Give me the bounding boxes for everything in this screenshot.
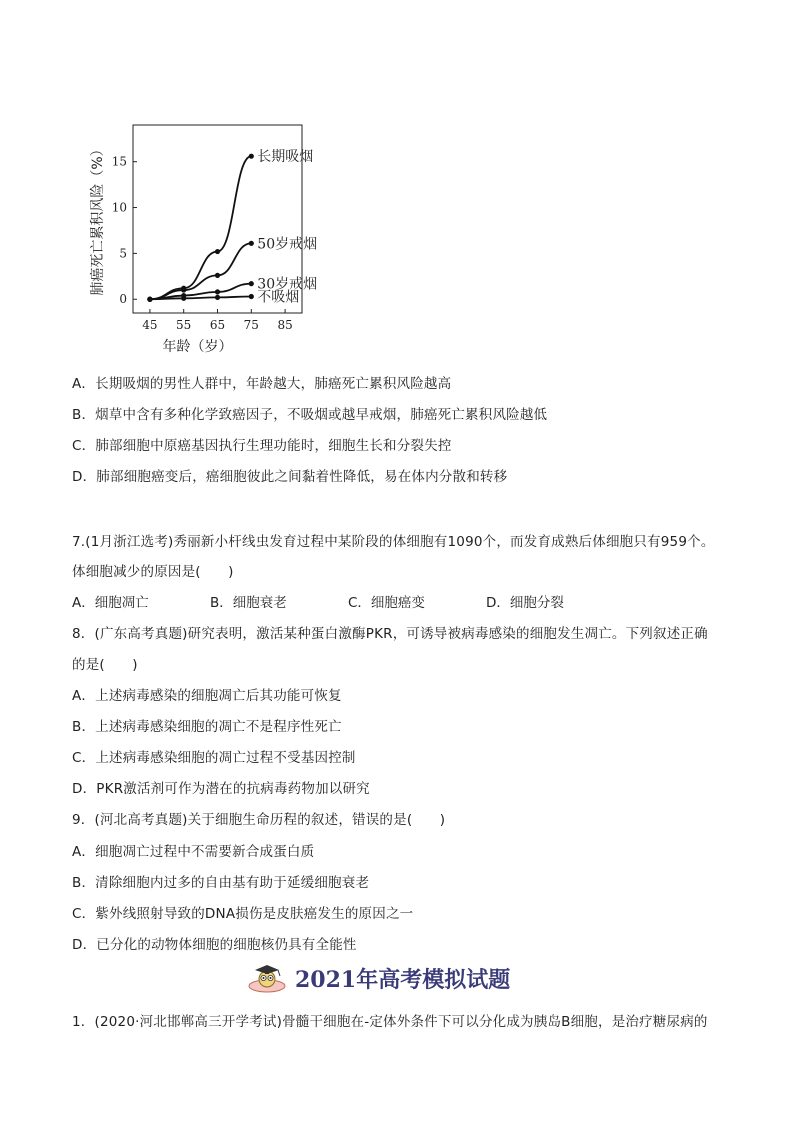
x-tick-label-2: 65 (209, 318, 226, 332)
chart-svg (80, 115, 320, 360)
series-2-point-2 (215, 289, 220, 294)
series-0-point-2 (215, 249, 220, 254)
q6-option-c: C．肺部细胞中原癌基因执行生理功能时，细胞生长和分裂失控 (72, 438, 452, 454)
q6-option-d: D．肺部细胞癌变后，癌细胞彼此之间黏着性降低，易在体内分散和转移 (72, 469, 508, 485)
x-tick-label-0: 45 (142, 318, 158, 332)
q9-option-a: A．细胞凋亡过程中不需要新合成蛋白质 (72, 844, 315, 860)
y-tick-label-0: 0 (119, 292, 127, 307)
x-axis-label: 年龄（岁） (162, 339, 233, 355)
series-0-point-3 (249, 154, 254, 159)
y-tick-label-2: 10 (111, 200, 127, 215)
q8-option-a: A．上述病毒感染的细胞凋亡后其功能可恢复 (72, 688, 342, 704)
series-label-1: 50岁戒烟 (257, 236, 318, 253)
q8-stem-line1: 8．(广东高考真题)研究表明，激活某种蛋白激酶PKR，可诱导被病毒感染的细胞发生凋亡。下列叙述正确 (72, 626, 708, 642)
q8-option-b: B．上述病毒感染细胞的凋亡不是程序性死亡 (72, 719, 342, 735)
q6-option-a: A．长期吸烟的男性人群中，年龄越大，肺癌死亡累积风险越高 (72, 376, 452, 392)
q7-option-d: D．细胞分裂 (486, 595, 564, 611)
x-tick-label-4: 85 (277, 318, 293, 332)
q8-stem-line2: 的是( ) (72, 657, 138, 673)
q8-option-c: C．上述病毒感染细胞的凋亡过程不受基因控制 (72, 750, 356, 766)
series-line-0 (150, 156, 251, 299)
series-label-2: 30岁戒烟 (257, 276, 318, 293)
series-3-point-0 (147, 297, 152, 302)
series-3-point-3 (249, 294, 254, 299)
x-tick-label-3: 75 (243, 318, 259, 332)
x-tick-label-1: 55 (176, 318, 192, 332)
next-question-stem: 1．(2020·河北邯郸高三开学考试)骨髓干细胞在-定体外条件下可以分化成为胰岛B细胞，是治疗糖尿病的 (72, 1014, 708, 1030)
series-1-point-1 (181, 287, 186, 292)
q7-stem-line1: 7.(1月浙江选考)秀丽新小杆线虫发育过程中某阶段的体细胞有1090个，而发育成熟后体细胞只有959个。 (72, 534, 715, 550)
section-title: 2021年高考模拟试题 (295, 967, 511, 993)
q7-option-a: A．细胞凋亡 (72, 595, 149, 611)
q9-option-c: C．紫外线照射导致的DNA损伤是皮肤癌发生的原因之一 (72, 906, 414, 922)
series-3-point-2 (215, 295, 220, 300)
scholar-owl-icon (245, 962, 289, 994)
q9-option-d: D．已分化的动物体细胞的细胞核仍具有全能性 (72, 937, 357, 953)
q9-option-b: B．清除细胞内过多的自由基有助于延缓细胞衰老 (72, 875, 370, 891)
q6-option-b: B．烟草中含有多种化学致癌因子，不吸烟或越早戒烟，肺癌死亡累积风险越低 (72, 407, 548, 423)
q7-option-c: C．细胞癌变 (348, 595, 425, 611)
series-label-0: 长期吸烟 (257, 149, 314, 166)
y-tick-label-3: 15 (111, 154, 127, 169)
y-tick-label-1: 5 (119, 246, 127, 261)
series-1-point-2 (215, 273, 220, 278)
q7-option-b: B．细胞衰老 (210, 595, 287, 611)
y-axis-label: 肺癌死亡累积风险（%） (90, 142, 106, 296)
q8-option-d: D．PKR激活剂可作为潜在的抗病毒药物加以研究 (72, 781, 370, 797)
lung-cancer-risk-chart (80, 115, 320, 360)
series-1-point-3 (249, 241, 254, 246)
q7-stem-line2: 体细胞减少的原因是( ) (72, 564, 234, 580)
series-2-point-3 (249, 281, 254, 286)
series-label-3: 不吸烟 (257, 289, 300, 306)
q9-stem: 9．(河北高考真题)关于细胞生命历程的叙述，错误的是( ) (72, 812, 446, 828)
section-banner (245, 962, 545, 994)
series-3-point-1 (181, 296, 186, 301)
